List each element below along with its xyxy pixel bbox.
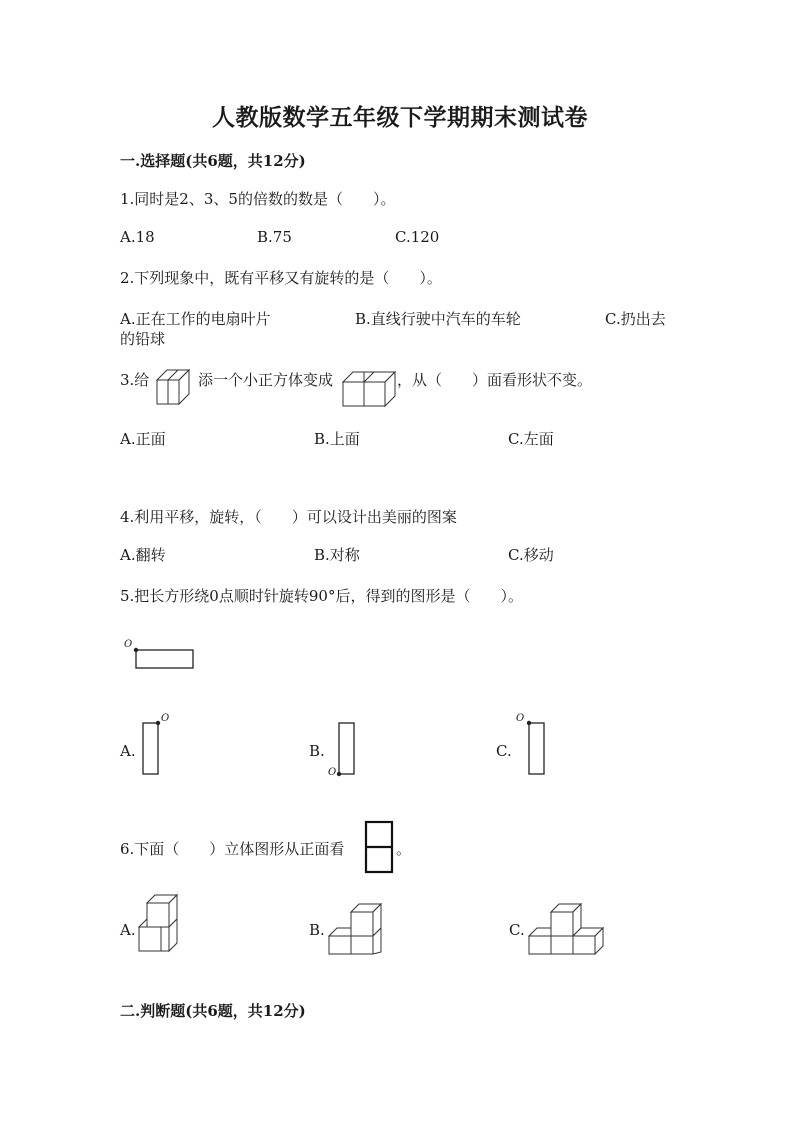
cube-figure-three-cubes bbox=[341, 366, 397, 408]
question-3-text-part-3: ，从（ ）面看形状不变。 bbox=[397, 371, 593, 389]
question-6-option-b-figure bbox=[325, 902, 385, 956]
cube-figure-two-cubes bbox=[155, 366, 195, 406]
point-label-o: O bbox=[161, 713, 170, 724]
question-3-option-b[interactable]: B.上面 bbox=[314, 430, 360, 448]
question-3-text-part-1: 3.给 bbox=[120, 371, 150, 389]
question-4-option-c[interactable]: C.移动 bbox=[508, 546, 554, 564]
question-1-option-c[interactable]: C.120 bbox=[395, 228, 440, 246]
question-1-text: 1.同时是2、3、5的倍数的数是（ ）。 bbox=[120, 190, 396, 208]
question-6-front-view-figure bbox=[364, 820, 396, 876]
question-1-option-a[interactable]: A.18 bbox=[120, 228, 155, 246]
question-4-option-a[interactable]: A.翻转 bbox=[120, 546, 166, 564]
question-5-rectangle-figure bbox=[123, 640, 198, 672]
point-label-o: O bbox=[516, 713, 525, 724]
question-6-text-part-2: 。 bbox=[396, 840, 412, 858]
question-6-option-c[interactable]: C. bbox=[509, 921, 525, 939]
question-1-option-b[interactable]: B.75 bbox=[257, 228, 292, 246]
point-label-o: O bbox=[124, 639, 133, 650]
question-5-text: 5.把长方形绕0点顺时针旋转90°后，得到的图形是（ ）。 bbox=[120, 587, 523, 605]
question-5-option-b[interactable]: B. bbox=[309, 742, 325, 760]
question-6-option-b[interactable]: B. bbox=[309, 921, 325, 939]
point-label-o: O bbox=[328, 767, 337, 778]
question-5-option-c[interactable]: C. bbox=[496, 742, 512, 760]
question-5-option-a-figure bbox=[140, 715, 170, 777]
question-4-text: 4.利用平移，旋转，（ ）可以设计出美丽的图案 bbox=[120, 508, 457, 526]
question-3-option-c[interactable]: C.左面 bbox=[508, 430, 554, 448]
section-heading-choice: 一.选择题(共6题，共12分) bbox=[120, 152, 306, 170]
page-title: 人教版数学五年级下学期期末测试卷 bbox=[212, 104, 588, 131]
question-2-option-b[interactable]: B.直线行驶中汽车的车轮 bbox=[355, 310, 521, 328]
question-6-option-c-figure bbox=[527, 902, 605, 956]
question-4-option-b[interactable]: B.对称 bbox=[314, 546, 360, 564]
question-2-text: 2.下列现象中，既有平移又有旋转的是（ ）。 bbox=[120, 269, 442, 287]
question-2-option-c-continued: 的铅球 bbox=[120, 330, 166, 348]
question-5-option-c-figure bbox=[515, 715, 549, 777]
question-6-option-a[interactable]: A. bbox=[120, 921, 136, 939]
question-5-option-a[interactable]: A. bbox=[120, 742, 136, 760]
question-3-option-a[interactable]: A.正面 bbox=[120, 430, 166, 448]
question-2-option-c[interactable]: C.扔出去 bbox=[605, 310, 666, 328]
question-6-text-part-1: 6.下面（ ）立体图形从正面看 bbox=[120, 840, 345, 858]
question-2-option-a[interactable]: A.正在工作的电扇叶片 bbox=[120, 310, 271, 328]
question-6-option-a-figure bbox=[137, 893, 181, 955]
question-3-text-part-2: 添一个小正方体变成 bbox=[198, 371, 334, 389]
section-heading-judgment: 二.判断题(共6题，共12分) bbox=[120, 1002, 306, 1020]
